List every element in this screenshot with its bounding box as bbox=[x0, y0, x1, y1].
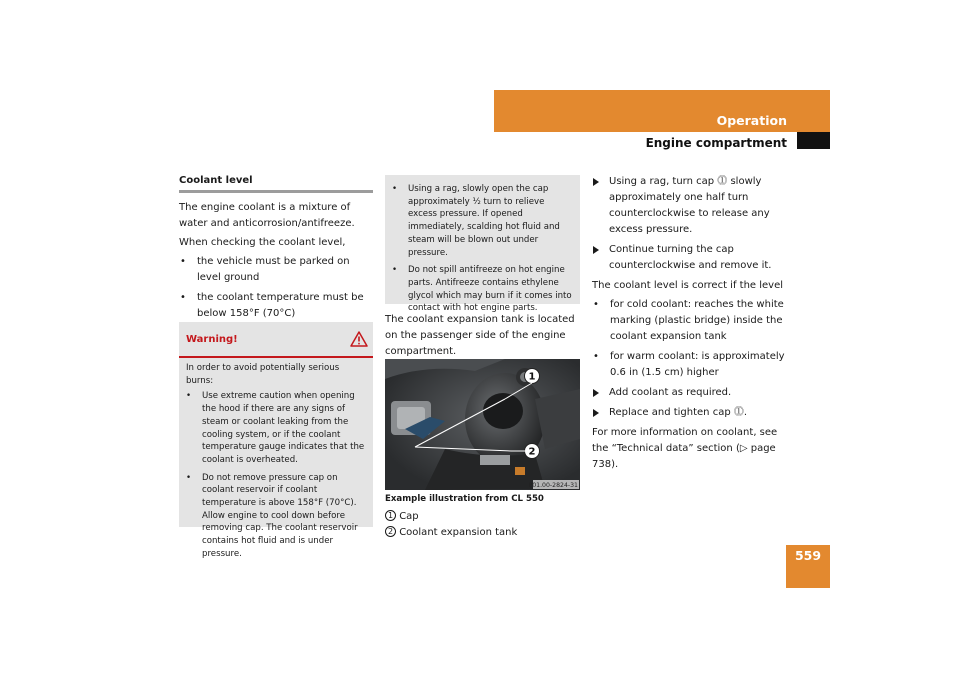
warning-box bbox=[179, 322, 373, 559]
coolant-level-heading: Coolant level bbox=[179, 175, 253, 186]
callout-number: 2 bbox=[385, 526, 396, 537]
right-column bbox=[592, 174, 792, 476]
warning-continued-box bbox=[385, 175, 580, 314]
correct-level-intro: The coolant level is correct if the level bbox=[592, 280, 784, 291]
step-item: Replace and tighten cap ⓵. bbox=[592, 405, 792, 421]
list-item: • the coolant temperature must be below 158°F (70°C) bbox=[180, 292, 364, 319]
callout-2-label: 2 bbox=[528, 446, 536, 458]
intro-paragraph: The engine coolant is a mixture of water and anticorrosion/antifreeze. bbox=[179, 202, 355, 229]
step-item: Using a rag, turn cap ⓵ slowly approximately one half turn counterclockwise to release any excess pressure. bbox=[592, 174, 792, 238]
more-info-paragraph: For more information on coolant, see the “Technical data” section (▷ page 738). bbox=[592, 427, 778, 470]
list-item: • for cold coolant: reaches the white marking (plastic bridge) inside the coolant expansion tank bbox=[593, 299, 784, 342]
image-code: P01.00-2824-31 bbox=[528, 482, 578, 489]
callout-1-label: 1 bbox=[528, 371, 536, 383]
warning-continued-body bbox=[392, 183, 576, 320]
photo-caption: Example illustration from CL 550 bbox=[385, 494, 544, 504]
subsection-title: Engine compartment bbox=[645, 136, 787, 150]
legend-item: 2 Coolant expansion tank bbox=[385, 525, 580, 541]
legend-item: 1 Cap bbox=[385, 509, 580, 525]
list-item: • the vehicle must be parked on level ground bbox=[180, 256, 350, 283]
warning-rule bbox=[179, 356, 373, 358]
photo-legend bbox=[385, 509, 580, 541]
warning-body bbox=[186, 362, 369, 566]
warning-title: Warning! bbox=[186, 334, 238, 345]
list-item: • Do not spill antifreeze on hot engine parts. Antifreeze contains ethylene glycol which may burn if it comes into contact with hot engine parts. bbox=[392, 265, 572, 314]
warning-triangle-icon bbox=[350, 331, 368, 347]
step-item: Continue turning the cap counterclockwise and remove it. bbox=[592, 242, 792, 274]
list-item: • Using a rag, slowly open the cap approximately ½ turn to relieve excess pressure. If opened immediately, scalding hot fluid and steam will be blown out under pressure. bbox=[392, 184, 560, 258]
list-item: • Use extreme caution when opening the hood if there are any signs of steam or coolant leaking from the cooling system, or if the coolant temperature gauge indicates that the coolant is overheated. bbox=[186, 391, 365, 465]
location-paragraph: The coolant expansion tank is located on the passenger side of the engine compartment. bbox=[385, 314, 575, 357]
warning-intro: In order to avoid potentially serious burns: bbox=[186, 363, 340, 386]
step-item: Add coolant as required. bbox=[592, 385, 792, 401]
page-number: 559 bbox=[794, 548, 822, 563]
list-item: • Do not remove pressure cap on coolant reservoir if coolant temperature is above 158°F (70°C). Allow engine to cool down before removing cap. The coolant reservoir contains hot fluid and is under pressure. bbox=[186, 472, 358, 559]
engine-compartment-photo bbox=[385, 359, 580, 490]
heading-rule bbox=[179, 190, 373, 193]
left-column bbox=[179, 174, 373, 326]
list-item: • for warm coolant: is approximately 0.6 in (1.5 cm) higher bbox=[593, 351, 785, 378]
callout-number: 1 bbox=[385, 510, 396, 521]
section-title: Operation bbox=[716, 113, 787, 128]
check-intro: When checking the coolant level, bbox=[179, 237, 346, 248]
header-marker bbox=[797, 132, 830, 149]
